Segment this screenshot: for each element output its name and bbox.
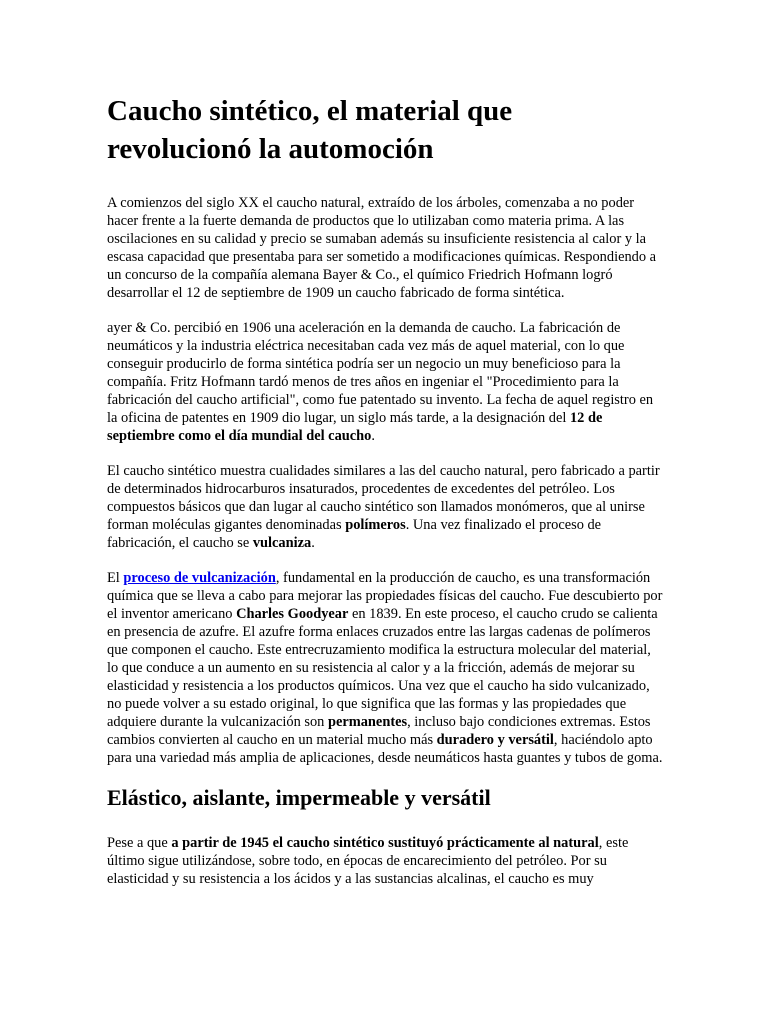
paragraph-intro: A comienzos del siglo XX el caucho natural, extraído de los árboles, comenzaba a no poder hacer frente a la fuerte demanda de productos que lo utilizaban como materia prima. A las oscilaciones en su calidad y precio se sumaban además su insuficiente resistencia al calor y la escasa capacidad que presentaba para ser sometido a modificaciones químicas. Respondiendo a un concurso de la compañía alemana Bayer & Co., el químico Friedrich Hofmann logró desarrollar el 12 de septiembre de 1909 un caucho fabricado de forma sintética. [107, 195, 657, 301]
paragraph-1945 [107, 834, 663, 888]
paragraph-text: , haciéndolo apto para una variedad más amplia de aplicaciones, desde neumáticos hasta guantes y tubos de goma. [107, 732, 663, 766]
paragraph-text: , incluso bajo condiciones extremas. Estos cambios convierten al caucho en un material mucho más [107, 714, 651, 748]
paragraph-bayer [107, 319, 663, 445]
paragraph-text: Pese a que [107, 835, 172, 851]
paragraph-text: en 1839. En este proceso, el caucho crudo se calienta en presencia de azufre. El azufre forma enlaces cruzados entre las largas cadenas de polímeros que componen el caucho. Este entrecruzamiento modifica la estructura molecular del material, lo que conduce a un aumento en su resistencia al calor y a la fricción, además de mejorar su elasticidad y resistencia a los productos químicos. Una vez que el caucho ha sido vulcanizado, no puede volver a su estado original, lo que significa que las formas y las propiedades que adquiere durante la vulcanización son [107, 606, 658, 730]
bold-text: a partir de 1945 el caucho sintético sustituyó prácticamente al natural [171, 835, 599, 851]
bold-text: vulcaniza [252, 535, 312, 551]
section-heading: Elástico, aislante, impermeable y versátil [107, 785, 491, 810]
paragraph-text: . Una vez finalizado el proceso de fabricación, el caucho se [107, 517, 602, 551]
vulcanization-link[interactable]: proceso de vulcanización [123, 570, 276, 586]
paragraph-text: El [107, 570, 124, 586]
paragraph-text: , este último sigue utilizándose, sobre todo, en épocas de encarecimiento del petróleo. Por su elasticidad y su resistencia a los ácidos y a las sustancias alcalinas, el caucho es muy [107, 835, 629, 887]
bold-text: 12 de septiembre como el día mundial del caucho [107, 410, 603, 444]
paragraph-text: . [311, 535, 315, 551]
paragraph-vulcanization [107, 569, 663, 767]
article-title: Caucho sintético, el material que revolucionó la automoción [107, 95, 513, 165]
paragraph-text: , fundamental en la producción de caucho, es una transformación química que se lleva a cabo para mejorar las propiedades físicas del caucho. Fue descubierto por el inventor americano [107, 570, 663, 622]
article [107, 92, 663, 905]
paragraph-text: El caucho sintético muestra cualidades similares a las del caucho natural, pero fabricado a partir de determinados hidrocarburos insaturados, procedentes de excedentes del petróleo. Los compuestos básicos que dan lugar al caucho sintético son llamados monómeros, que al unirse forman moléculas gigantes denominadas [107, 463, 660, 533]
paragraph-text: . [371, 428, 375, 444]
bold-text: Charles Goodyear [236, 606, 349, 622]
paragraph-text: ayer & Co. percibió en 1906 una aceleración en la demanda de caucho. La fabricación de neumáticos y la industria eléctrica necesitaban cada vez más de aquel material, con lo que conseguir producirlo de forma sintética podría ser un negocio un muy beneficioso para la compañía. Fritz Hofmann tardó menos de tres años en ingeniar el "Procedimiento para la fabricación del caucho artificial", como fue patentado su invento. La fecha de aquel registro en la oficina de patentes en 1909 dio lugar, un siglo más tarde, a la designación del [107, 320, 654, 426]
bold-text: permanentes [327, 714, 408, 730]
paragraph-synthetic [107, 462, 663, 552]
bold-text: duradero y versátil [436, 732, 554, 748]
bold-text: polímeros [345, 517, 406, 533]
